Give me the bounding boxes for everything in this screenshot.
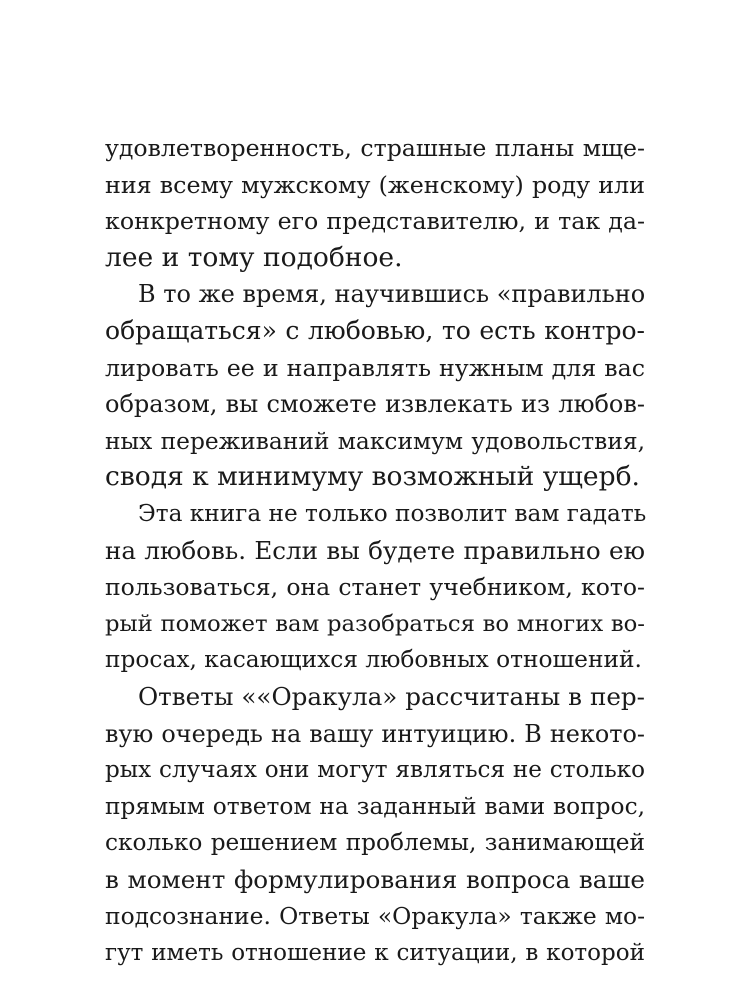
text-line: прямым ответом на заданный вами вопрос, xyxy=(105,792,645,820)
text-line: Эта книга не только позволит вам гадать xyxy=(138,499,647,527)
text-line: образом, вы сможете извлекать из любов- xyxy=(105,390,645,419)
text-line: гут иметь отношение к ситуации, в которой xyxy=(105,940,645,967)
text-line: рый поможет вам разобраться во многих во- xyxy=(105,610,645,637)
text-line: ния всему мужскому (женскому) роду или xyxy=(105,170,645,199)
text-line: пользоваться, она станет учебником, кото- xyxy=(105,573,645,602)
text-line: лировать ее и направлять нужным для вас xyxy=(105,353,645,382)
text-line: ных переживаний максимум удовольствия, xyxy=(105,426,645,455)
text-line: лее и тому подобное. xyxy=(105,241,403,273)
text-line: в момент формулирования вопроса ваше xyxy=(105,864,645,894)
text-line: рых случаях они могут являться не столько xyxy=(105,757,645,784)
text-line: конкретному его представителю, и так да- xyxy=(105,207,645,236)
text-line: В то же время, научившись «правильно xyxy=(138,280,646,309)
text-line: сводя к минимуму возможный ущерб. xyxy=(105,461,640,493)
text-line: сколько решением проблемы, занимающей xyxy=(105,829,645,857)
text-line: обращаться» с любовью, то есть контро- xyxy=(105,315,645,345)
text-line: вую очередь на вашу интуицию. В некото- xyxy=(105,719,645,748)
text-line: Ответы ««Оракула» рассчитаны в пер- xyxy=(138,681,645,711)
text-line: на любовь. Если вы будете правильно ею xyxy=(105,535,645,565)
text-line: просах, касающихся любовных отношений. xyxy=(105,646,642,674)
body-text xyxy=(105,130,645,972)
text-line: удовлетворенность, страшные планы мще- xyxy=(105,134,645,162)
text-line: подсознание. Ответы «Оракула» также мо- xyxy=(105,902,645,931)
